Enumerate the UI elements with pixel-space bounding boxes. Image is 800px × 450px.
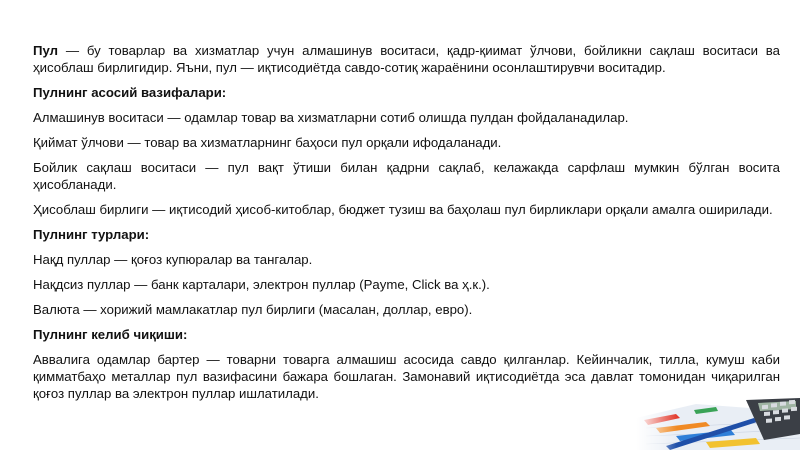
type-item: Нақд пуллар — қоғоз купюралар ва тангалар. bbox=[33, 252, 313, 267]
origin-paragraph: Аввалига одамлар бартер — товарни товарга алмашиш асосида савдо қилганлар. Кейинчалик, тилла, кумуш каби қимматбаҳо металлар пул вазифасини бажара бошлаган. Замонавий иқтисодиётда эса давлат томонидан чиқарилган қоғоз пуллар ва электрон пуллар ишлатилади. bbox=[33, 352, 780, 401]
intro-term: Пул bbox=[33, 43, 59, 58]
function-item: Ҳисоблаш бирлиги — иқтисодий ҳисоб-китоблар, бюджет тузиш ва баҳолаш пул бирликлари орқали амалга оширилади. bbox=[33, 202, 773, 217]
origin-heading: Пулнинг келиб чиқиши: bbox=[33, 327, 188, 342]
intro-text: — бу товарлар ва хизматлар учун алмашинув воситаси, қадр-қиимат ўлчови, бойликни сақлаш воситаси ва ҳисоблаш бирлигидир. Яъни, пул — иқтисодиётда савдо-сотиқ жараёнини осонлаштирувчи воситадир. bbox=[33, 43, 780, 75]
type-item: Нақдсиз пуллар — банк карталари, электрон пуллар (Payme, Click ва ҳ.к.). bbox=[33, 277, 490, 292]
functions-heading: Пулнинг асосий вазифалари: bbox=[33, 85, 227, 100]
function-item: Алмашинув воситаси — одамлар товар ва хизматларни сотиб олишда пулдан фойдаланадилар. bbox=[33, 110, 629, 125]
intro-paragraph bbox=[33, 42, 780, 76]
function-item: Бойлик сақлаш воситаси — пул вақт ўтиши билан қадрни сақлаб, келажакда сарфлаш мумкин бўлган восита ҳисобланади. bbox=[33, 160, 780, 192]
slide-content bbox=[33, 42, 780, 410]
types-heading: Пулнинг турлари: bbox=[33, 227, 150, 242]
function-item: Қиймат ўлчови — товар ва хизматларнинг баҳоси пул орқали ифодаланади. bbox=[33, 135, 502, 150]
type-item: Валюта — хорижий мамлакатлар пул бирлиги (масалан, доллар, евро). bbox=[33, 302, 473, 317]
calculator-chart-image bbox=[636, 398, 800, 450]
